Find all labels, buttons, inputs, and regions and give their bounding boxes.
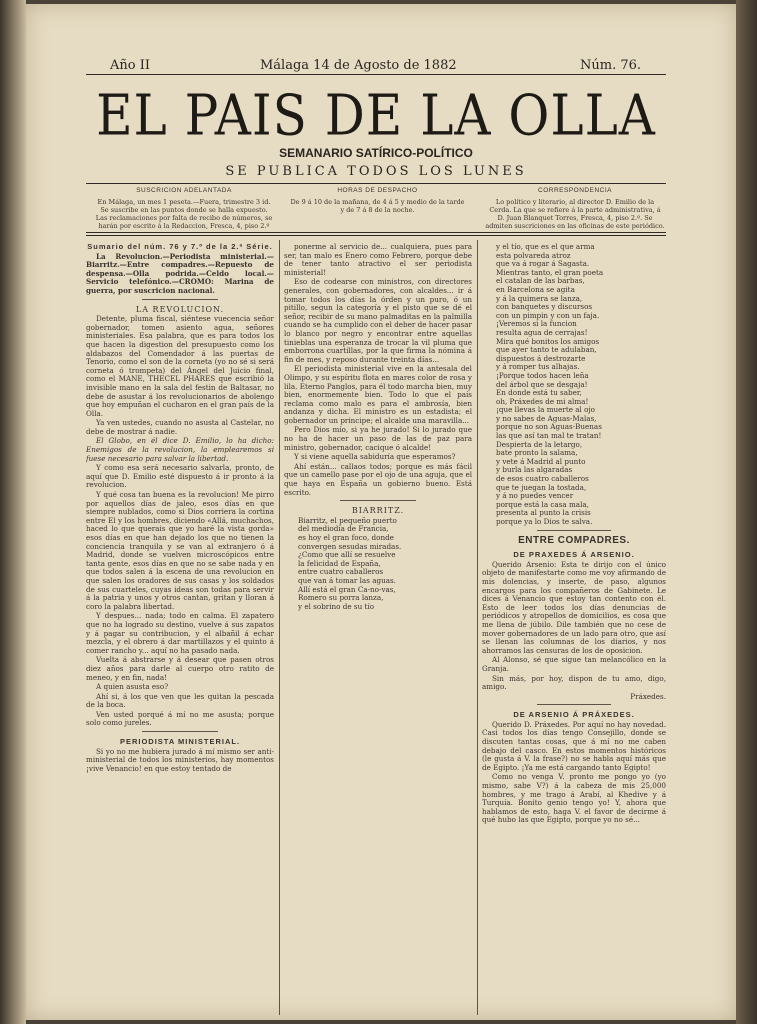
rule <box>537 530 611 531</box>
book-binding <box>0 0 26 1024</box>
paragraph: Como no venga V. pronto me pongo yo (yo mismo, sabe V?) á la cabeza de mis 25,000 hombres, y me trago á Arabí, al Khedive y á Turquía. Bonito genio tengo yo! Y, ahora que hablamos de esto, haga V. el favor de decirme á qué hubo las que Egipto, porque yo no sé... <box>482 772 666 825</box>
paragraph: Y despues... nada; todo en calma. El zapatero que no ha logrado su destino, vuelve á sus zapatos y á pagar su contribucion, y el albañil á echar mezcla, y el obrero á dar martillazos y el quinto á comer rancho y... aquí no ha pasado nada. <box>86 611 274 655</box>
hours-title: HORAS DE DESPACHO <box>337 187 418 194</box>
paragraph: Ya ven ustedes, cuando no asusta al Castelar, no debe de mostrar á nadie. <box>86 418 274 436</box>
paragraph: Ven usted porqué á mí no me asusta; porque solo como jureles. <box>86 709 274 728</box>
column-2 <box>284 243 472 1015</box>
rule <box>537 704 611 705</box>
paragraph: Y como esa será necesario salvarla, pronto, de aquí que D. Emilio esté dispuesto á ir pronto á la revolucion. <box>86 463 274 490</box>
place-date: Málaga 14 de Agosto de 1882 <box>260 58 457 73</box>
column-1 <box>86 243 274 1015</box>
subscription-title: SUSCRICION ADELANTADA <box>136 187 232 194</box>
publication-note: SE PUBLICA TODOS LOS LUNES <box>225 164 527 179</box>
paragraph: Sin más, por hoy, dispon de tu amo, digo, amigo. <box>482 673 666 692</box>
column-rule <box>477 240 478 1015</box>
masthead-title: EL PAIS DE LA OLLA <box>96 83 656 149</box>
paragraph: Al Alonso, sé que sigue tan melancólico en la Granja. <box>482 655 666 673</box>
article-title-arsenio: DE ARSENIO Á PRÁXEDES. <box>513 710 635 720</box>
correspondence-title: CORRESPONDENCIA <box>538 187 612 194</box>
article-title-compadres: ENTRE COMPADRES. <box>518 534 630 546</box>
paragraph: Pero Dios mío, si ya he jurado! Si lo jurado que no ha de hacer un paso de las de paz para ministro, gobernador, cacique ó alcalde! <box>284 425 472 452</box>
summary-title: Sumario del núm. 76 y 7.º de la 2.ª Série. <box>87 243 273 251</box>
book-edge <box>736 0 757 1024</box>
paragraph: Y qué cosa tan buena es la revolucion! Me pirro por aquellos días de jaleo, esos días en que siempre nublados, como si Dios corriera la cortina entre El y los hombres, diciendo «Allá, muchachos, haced lo que querais que yo haré la vista gorda» esos días en que han dejado los que no tienen la conciencia tranquila y se van al extranjero ó á Madrid, donde se vuelven microscópicos entre tanta gente, esos días en que no se sabe nada y en que todos salen á la escena de una revolucion en que salen los oradores de sus casas y los soldados de sus cuarteles, cuyas ideas son todas para servir á la patria y unos y otros cantan, gritan y lloran á coro la palabra libertad. <box>86 490 274 611</box>
subscription-box <box>94 187 274 230</box>
article-title-periodista: PERIODISTA MINISTERIAL. <box>119 737 241 747</box>
paragraph: A quien asusta eso? <box>96 682 169 692</box>
subscription-text: En Málaga, un mes 1 peseta.—Fuera, trimestre 3 id. Se suscribe en las puntos donde se halla expuesto. Las reclamaciones por falta de recibo de números, se harán por escrito á la Redaccion, Fresca, 4, piso 2.º <box>95 198 273 230</box>
rule <box>86 74 666 75</box>
paragraph: Vuelta á abstrarse y á desear que pasen otros diez años para darle al cuerpo otro ratito de meneo, y en fin, nada! <box>86 655 274 682</box>
hours-text: De 9 á 10 de la mañana, de 4 á 5 y medio de la tarde y de 7 á 8 de la noche. <box>290 198 465 214</box>
paragraph: Detente, pluma fiscal, siéntese vuecencia señor gobernador, tomen asiento agua, señores ministeriales. Esa palabra, que es para todos los que hacen la digestion del presupuesto como los aldabazos del Comendador á las puertas de Tenorio, como el son de la corneta (yo no sé si será corneta ó trompeta) del Ángel del Juicio final, como el MANE, THECEL PHARES que escribió la invisible mano en la sala del festin de Baltasar, no debe de asustar á los revolucionarios de abolengo que hoy empuñan el cucharon en el gran país de la Olla. <box>86 314 274 418</box>
rule <box>86 232 666 233</box>
poem: y el tío, que es el que arma esta polvareda atroz que va á rogar á Sagasta. Mientras tanto, el gran poeta el catalan de las barbas, en Barcelona se agita y á la quimera se lanza, con banquetes y discursos con un pimpin y con un faja. ¡Veremos si la funcion resulta agua de cerrajas! Mira qué bonitos los amigos que ayer tanto te adulaban, dispuestos á destrozarte y á romper tus alhajas. ¡Porque todos hacen leña del árbol que se desgaja! En donde está tu saber, oh, Práxedes de mi alma! ¡que llevas la muerte al ojo y no sabes de Aguas-Malas, porque no son Aguas-Buenas las que así tan mal te tratan! Despierta de la letargo, bate pronto la salama, y vete á Madrid al punto y burla las algaradas de esos cuatro caballeros que te juegan la tostada, y á no puedes vencer porque está la casa mala, presenta al punto la crisis porque ya lo Dios te salva. <box>496 243 604 526</box>
correspondence-text: Lo político y literario, al director D. Emilio de la Cerda. La que se refiere á la parte administrativa, á D. Juan Blanquet Torres, Fresca, 4, piso 2.º. Se admiten suscriciones en las oficinas de este periódico. <box>485 198 665 230</box>
paragraph: Y si viene aquella sabiduría que esperamos? <box>294 452 456 462</box>
paragraph: Si yo no me hubiera jurado á mí mismo ser anti-ministerial de todos los ministerios, hay momentos ¡vive Venancio! en que estoy tentado de <box>86 746 274 773</box>
masthead-subtitle: SEMANARIO SATÍRICO-POLÍTICO <box>279 146 473 160</box>
issue-year: Año II <box>110 58 150 73</box>
rule <box>86 183 666 184</box>
signature: Práxedes. <box>630 691 666 701</box>
paragraph: Querido D. Práxedes. Por aquí no hay novedad. Casi todos los días tengo Consejillo, donde se discuten tantas cosas, que á mí no me caben debajo del casco. En estos momentos históricos (le gusta á V. la frase?) no se habla aquí más que de Egipto. ¡Ya me está cargando tanto Egipto! <box>482 719 666 772</box>
poem: Biarritz, el pequeño puerto del mediodía de Francia, es hoy el gran foco, donde convergen sesudas miradas. ¿Como que allí se resuelve la felicidad de España, entre cuatro caballeros que van á tomar las aguas. Allí está el gran Ca-no-vas, Romero su porra lanza, y el sobrino de su tío <box>298 515 402 611</box>
paragraph: Eso de codearse con ministros, con directores generales, con gobernadores, con alcaldes... ir á tomar todos los días la órden y un puro, ó un pitillo, segun la categoría y el pisto que se dé el señor, recibir de su mano palmaditas en la palmilla cuando se ha cumplido con el deber de hacer pasar lo blanco por negro y encontrar entre aquellas tinieblas una esperanza de trocar la vil pluma que emborrona cuartillas, por la que firma la nómina á fin de mes, y reposo durante treinta días... <box>284 277 472 364</box>
paragraph: Querido Arsenio: Esta te dirijo con el único objeto de manifestarte como me voy afirmando de mis dolencias, y inserte, de paso, algunos encargos para los compañeros de Gabinete. Le dices á Venancio que estoy tan contento con él. Esto de leer todos los días denuncias de periódicos y atropellos de domicilios, es cosa que me llena de júbilo. Dile también que no cese de mover gobernadores de un lado para otro, que así se llenan las columnas de los diarios, y nos ahorramos las censuras de los de oposicion. <box>482 559 666 655</box>
rule <box>142 299 217 300</box>
paragraph: Ahí si, á los que ven que les quitan la pescada de la boca. <box>86 691 274 710</box>
article-subtitle: DE PRAXEDES Á ARSENIO. <box>513 550 635 560</box>
article-title-revolucion: LA REVOLUCION. <box>135 304 225 314</box>
rule <box>142 731 217 732</box>
correspondence-box <box>485 187 665 230</box>
paragraph: El periodista ministerial vive en la antesala del Olimpo, y su espíritu flota en mares color de rosa y lila. Eterno Panglos, para él todo marcha bien, muy bien, enormemente bien. Todo lo que el país reclama como malo es para el ambrosía, bien andanza y dicha. El ministro es un estadista; el gobernador un principe; el alcalde una maravilla... <box>284 364 472 425</box>
rule <box>340 500 415 501</box>
paragraph: ponerme al servicio de... cualquiera, pues para ser, tan malo es Enero como Febrero, porque debe de tener tanto atractivo el ser periodista ministerial! <box>284 243 472 277</box>
hours-box <box>290 187 465 214</box>
summary-text: La Revolucion.—Periodista ministerial.—Biarritz.—Entre compadres.—Repuesto de despensa.—Olla podrida.—Celdo local.—Servicio telefónico.—CROMO: Marina de guerra, por suscricion nacional. <box>86 251 274 295</box>
rule <box>86 235 666 236</box>
column-rule <box>279 240 280 1015</box>
issue-number: Núm. 76. <box>580 58 642 73</box>
column-3 <box>482 243 666 1015</box>
paragraph: El Globo, en él dice D. Emilio, lo ha dicho: Enemigos de la revolucion, la emplearemos si fuese necesario para salvar la libertad. <box>86 436 274 463</box>
article-title-biarritz: BIARRITZ. <box>351 506 405 516</box>
paragraph: Ahí están... callaos todos; porque es más fácil que un camello pase por el ojo de una aguja, que el que haya en España un gobierno bueno. Está escrito. <box>284 461 472 497</box>
